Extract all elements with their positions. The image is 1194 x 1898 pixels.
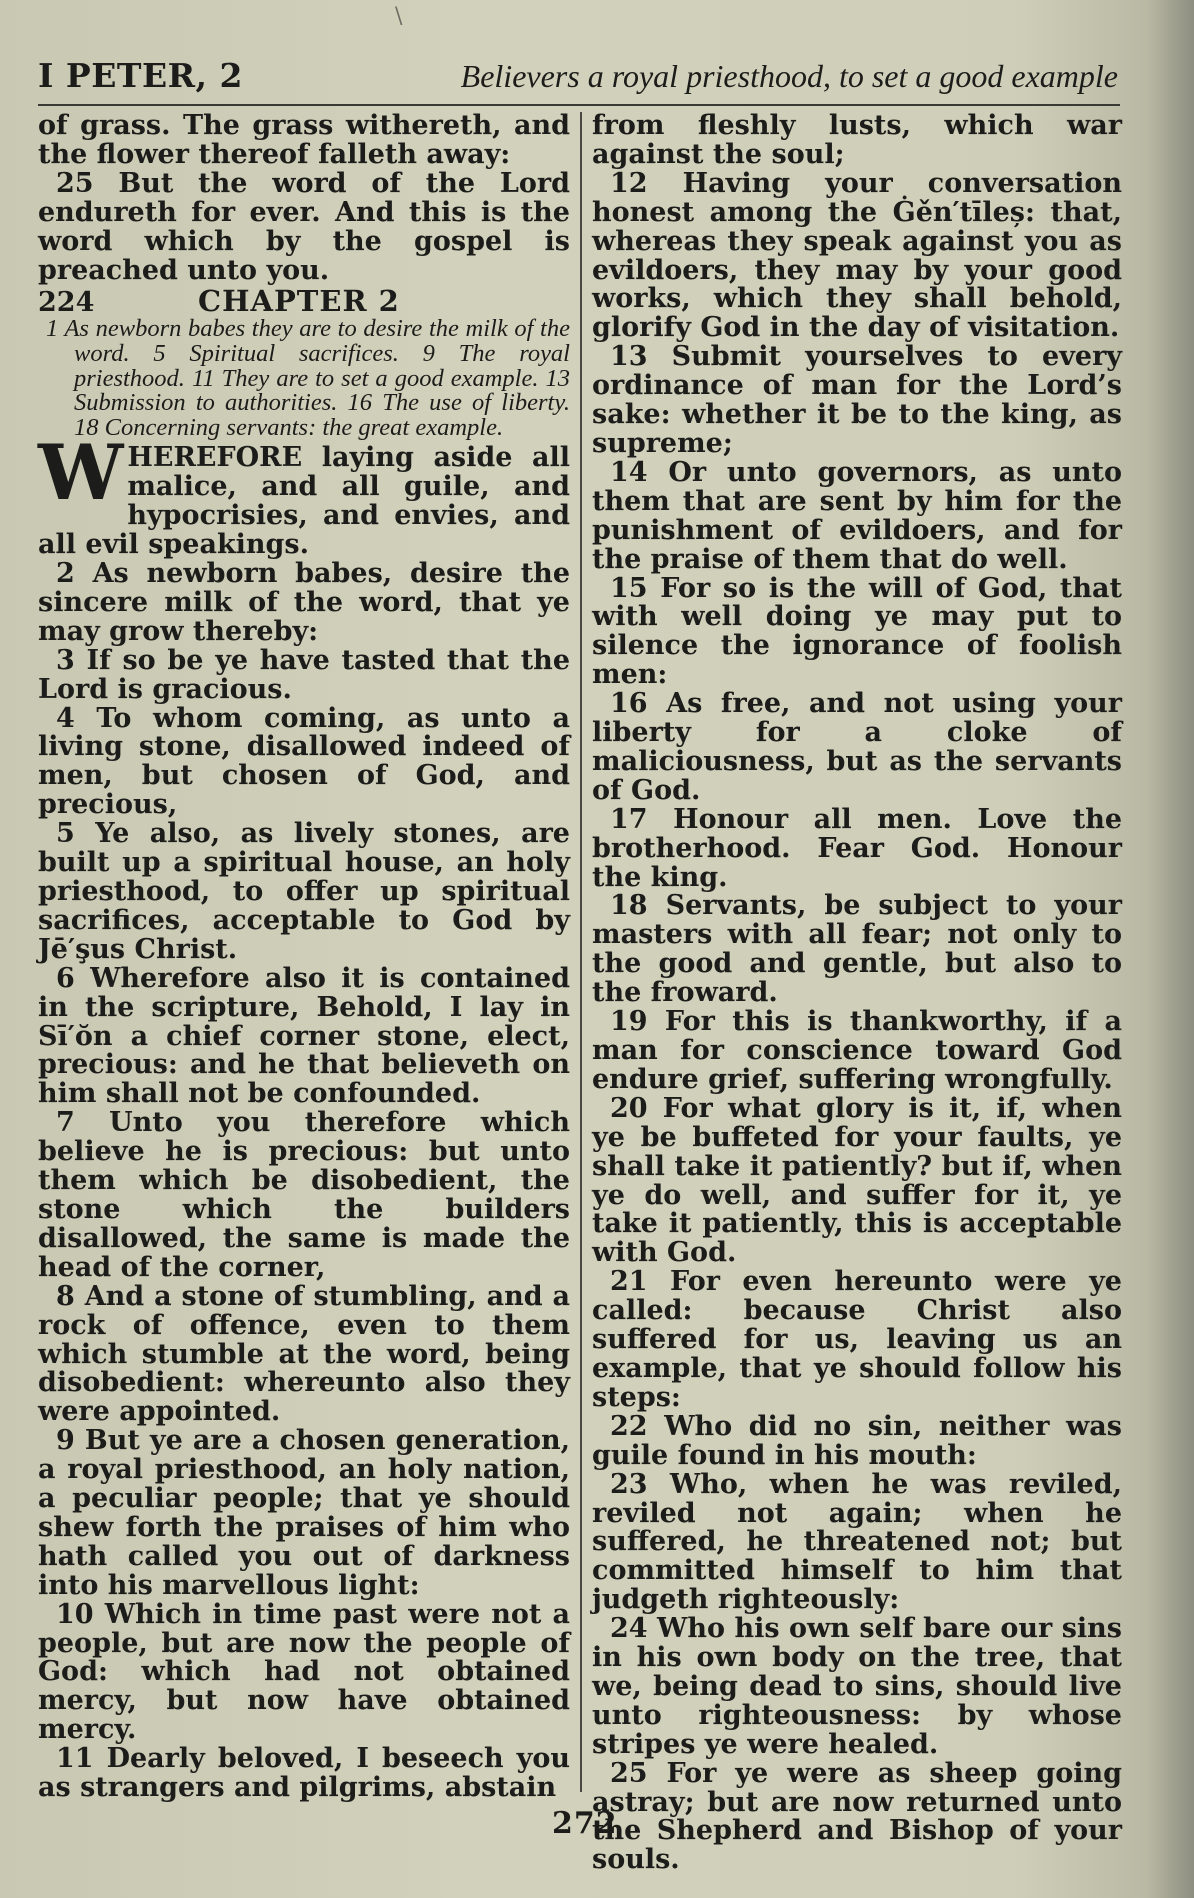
verse-23: 23 Who, when he was reviled, reviled not again; when he suffered, he threatened not; but committed himself to him that judgeth righteously:	[592, 1468, 1122, 1616]
page-number: 272	[552, 1806, 618, 1841]
verse-1	[38, 428, 570, 561]
verse-10: 10 Which in time past were not a people, but are now the people of God: which had not obtained mercy, but now have obtained mercy.	[38, 1598, 570, 1746]
verse-7: 7 Unto you therefore which believe he is precious: but unto them which be disobedient, the stone which the builders disallowed, the same is made the head of the corner,	[38, 1107, 570, 1283]
verse-12: 12 Having your conversation honest among the Ġěn′tīleș: that, whereas they speak against you as evildoers, they may by your good works, which they shall behold, glorify God in the day of visitation.	[592, 167, 1122, 344]
verse-16: 16 As free, and not using your liberty for a cloke of maliciousness, but as the servants of God.	[592, 688, 1122, 806]
running-title: Believers a royal priesthood, to set a good example	[460, 58, 1118, 94]
verse-13: 13 Submit yourselves to every ordinance of man for the Lord’s sake: whether it be to the king, as supreme;	[592, 341, 1122, 459]
column-divider	[580, 112, 582, 1792]
verse-5: 5 Ye also, as lively stones, are built up a spiritual house, an holy priesthood, to offer up spiritual sacrifices, acceptable to God by Jē′şus Christ.	[38, 818, 570, 965]
book-chapter-heading: I PETER, 2	[38, 56, 243, 95]
verse-3: 3 If so be ye have tasted that the Lord is gracious.	[38, 644, 570, 705]
verse-17: 17 Honour all men. Love the brotherhood. Fear God. Honour the king.	[592, 803, 1122, 893]
verse-15: 15 For so is the will of God, that with well doing ye may put to silence the ignorance of foolish men:	[592, 572, 1122, 691]
verse-20: 20 For what glory is it, if, when ye be buffeted for your faults, ye shall take it patiently? but if, when ye do well, and suffer for it, ye take it patiently, this is acceptable with God.	[592, 1092, 1122, 1269]
verse-11-continuation: from fleshly lusts, which war against the soul;	[592, 110, 1122, 170]
verse-21: 21 For even hereunto were ye called: because Christ also suffered for us, leaving us an example, that ye should follow his steps:	[592, 1266, 1122, 1413]
verse-24: 24 Who his own self bare our sins in his own body on the tree, that we, being dead to sins, should live unto righteousness: by whose stripes ye were healed.	[592, 1613, 1122, 1760]
chapter-heading	[38, 284, 570, 319]
verse-2: 2 As newborn babes, desire the sincere milk of the word, that ye may grow thereby:	[38, 558, 570, 647]
verse-9: 9 But ye are a chosen generation, a royal priesthood, an holy nation, a peculiar people; that ye should shew forth the praises of him who hath called you out of darkness into his marvellous light:	[38, 1425, 570, 1601]
header-rule	[38, 104, 1120, 106]
top-mark: \	[395, 4, 403, 29]
verse-4: 4 To whom coming, as unto a living stone, disallowed indeed of men, but chosen of God, and precious,	[38, 702, 570, 821]
verse-1-text: HEREFORE laying aside all malice, and all guile, and hypocrisies, and envies, and all evil speakings.	[38, 442, 570, 561]
verse-19: 19 For this is thankworthy, if a man for conscience toward God endure grief, suffering wrongfully.	[592, 1006, 1122, 1095]
right-column	[592, 112, 1122, 1875]
verse-14: 14 Or unto governors, as unto them that are sent by him for the punishment of evildoers, and for the praise of them that do well.	[592, 456, 1122, 575]
verse-25: 25 For ye were as sheep going astray; but are now returned unto the Shepherd and Bishop of your souls.	[592, 1757, 1122, 1876]
verse-6: 6 Wherefore also it is contained in the scripture, Behold, I lay in Sī′ŏn a chief corner stone, elect, precious: and he that believeth on him shall not be confounded.	[38, 962, 570, 1110]
chapter-reference-number: 224	[38, 287, 95, 319]
page-header	[38, 52, 1118, 104]
chapter-title: CHAPTER 2	[198, 284, 400, 319]
verse-18: 18 Servants, be subject to your masters with all fear; not only to the good and gentle, but also to the froward.	[592, 890, 1122, 1009]
left-column	[38, 112, 570, 1803]
drop-cap: W	[38, 428, 124, 518]
verse-8: 8 And a stone of stumbling, and a rock of offence, even to them which stumble at the word, being disobedient: whereunto also they were appointed.	[38, 1280, 570, 1428]
chapter-summary: 1 As newborn babes they are to desire the milk of the word. 5 Spiritual sacrifices. 9 The royal priesthood. 11 They are to set a good example. 13 Submission to authorities. 16 The use of liberty. 18 Concerning servants: the great example.	[46, 315, 570, 441]
verse-11: 11 Dearly beloved, I beseech you as strangers and pilgrims, abstain	[38, 1743, 570, 1804]
verse-continuation: of grass. The grass withereth, and the flower thereof falleth away:	[38, 110, 570, 170]
verse-22: 22 Who did no sin, neither was guile found in his mouth:	[592, 1410, 1122, 1471]
verse-1-25: 25 But the word of the Lord endureth for ever. And this is the word which by the gospel is preached unto you.	[38, 167, 570, 286]
